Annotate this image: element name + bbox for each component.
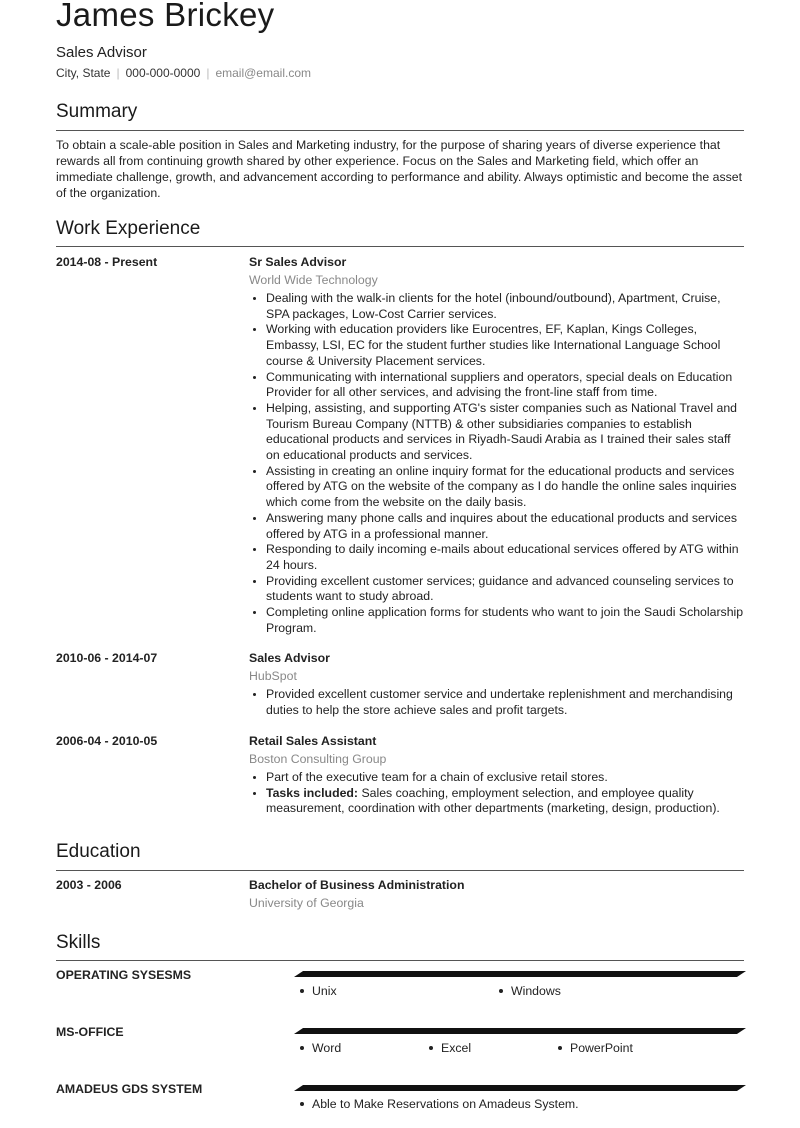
skill-label: OPERATING SYSESMS: [56, 968, 192, 982]
bullet-icon: [300, 989, 304, 993]
skill-item: Able to Make Reservations on Amadeus System.: [300, 1097, 579, 1111]
education-entry: [249, 878, 744, 914]
skill-level-bar: [294, 971, 746, 977]
work-heading: Work Experience: [56, 218, 201, 239]
section-divider: [56, 130, 744, 131]
bullet-icon: [499, 989, 503, 993]
section-divider: [56, 870, 744, 871]
skill-item: Excel: [429, 1041, 471, 1055]
bullet-icon: [429, 1046, 433, 1050]
contact-phone[interactable]: 000-000-0000: [125, 66, 201, 80]
skill-item: Word: [300, 1041, 341, 1055]
summary-heading: Summary: [56, 101, 138, 122]
list-item: • Completing online application forms for students who want to join the Saudi Scholarship Program.: [266, 605, 744, 636]
contact-separator: |: [206, 66, 210, 80]
job-dates: 2014-08 - Present: [56, 255, 158, 269]
list-item: • Dealing with the walk-in clients for the hotel (inbound/outbound), Apartment, Cruise, SPA packages, Low-Cost Carrier services.: [266, 291, 744, 322]
list-item: • Part of the executive team for a chain of exclusive retail stores.: [266, 770, 744, 786]
bullet-icon: [300, 1046, 304, 1050]
summary-text: To obtain a scale-able position in Sales and Marketing industry, for the purpose of sharing years of diverse experience that rewards all from continuing growth shared by other experience. Focus on the Sales and Marketing field, which offer an immediate challenge, growth, and advancement according to performance and ability. Always optimistic and become the asset of the organization.: [56, 138, 743, 200]
job-entry: [249, 734, 744, 817]
candidate-role: Sales Advisor: [56, 44, 147, 61]
skill-label: MS-OFFICE: [56, 1025, 124, 1039]
education-heading: Education: [56, 841, 141, 862]
skill-item: Windows: [499, 984, 561, 998]
skill-level-bar: [294, 1085, 746, 1091]
list-item: • Answering many phone calls and inquires about the educational products and services offered by ATG in a professional manner.: [266, 511, 744, 542]
contact-line: [56, 66, 311, 80]
skill-item: PowerPoint: [558, 1041, 633, 1055]
candidate-name: James Brickey: [56, 0, 275, 33]
list-item: • Assisting in creating an online inquiry format for the educational products and services offered by ATG on the website of the company as I do handle the online sales inquiries which come from the website on the daily basis.: [266, 464, 744, 511]
contact-email[interactable]: email@email.com: [215, 66, 311, 80]
job-company: HubSpot: [249, 669, 297, 683]
education-degree: Bachelor of Business Administration: [249, 878, 465, 892]
tasks-text: Sales coaching, employment selection, and employee quality measurement, coordination with other departments (marketing, design, production).: [266, 785, 720, 816]
job-title: Retail Sales Assistant: [249, 734, 377, 748]
skills-heading: Skills: [56, 932, 101, 953]
job-title: Sr Sales Advisor: [249, 255, 347, 269]
job-bullets: [249, 770, 744, 817]
job-entry: [249, 255, 744, 636]
section-divider: [56, 960, 744, 961]
bullet-icon: [558, 1046, 562, 1050]
education-school: University of Georgia: [249, 896, 364, 910]
tasks-label: Tasks included:: [266, 785, 359, 800]
section-divider: [56, 246, 744, 247]
skill-item: Unix: [300, 984, 337, 998]
job-bullets: [249, 291, 744, 636]
contact-location: City, State: [56, 66, 111, 80]
education-dates: 2003 - 2006: [56, 878, 122, 892]
skill-label: AMADEUS GDS SYSTEM: [56, 1082, 203, 1096]
skill-level-bar: [294, 1028, 746, 1034]
list-item: • Providing excellent customer services; guidance and advanced counseling services to students want to study abroad.: [266, 574, 744, 605]
job-dates: 2010-06 - 2014-07: [56, 651, 158, 665]
contact-separator: |: [116, 66, 120, 80]
list-item: • Communicating with international suppliers and operators, special deals on Education Provider for all other services, and advising the front-line staff from time.: [266, 370, 744, 401]
bullet-icon: [300, 1102, 304, 1106]
job-dates: 2006-04 - 2010-05: [56, 734, 158, 748]
job-company: World Wide Technology: [249, 273, 378, 287]
list-item: [266, 786, 744, 817]
list-item: • Responding to daily incoming e-mails about educational services offered by ATG within 24 hours.: [266, 542, 744, 573]
job-entry: [249, 651, 744, 718]
list-item: • Working with education providers like Eurocentres, EF, Kaplan, Kings Colleges, Embassy, LSI, EC for the student further studies like International Language School course & University Placement services.: [266, 322, 744, 369]
list-item: • Helping, assisting, and supporting ATG's sister companies such as National Travel and Tourism Bureau Company (NTTB) & other subsidiaries companies to establish educational products and services in Riyadh-Saudi Arabia as I trained their sales staff on educational products and services.: [266, 401, 744, 464]
job-title: Sales Advisor: [249, 651, 330, 665]
job-bullets: [249, 687, 744, 718]
job-company: Boston Consulting Group: [249, 752, 387, 766]
list-item: • Provided excellent customer service and undertake replenishment and merchandising duties to help the store achieve sales and profit targets.: [266, 687, 744, 718]
